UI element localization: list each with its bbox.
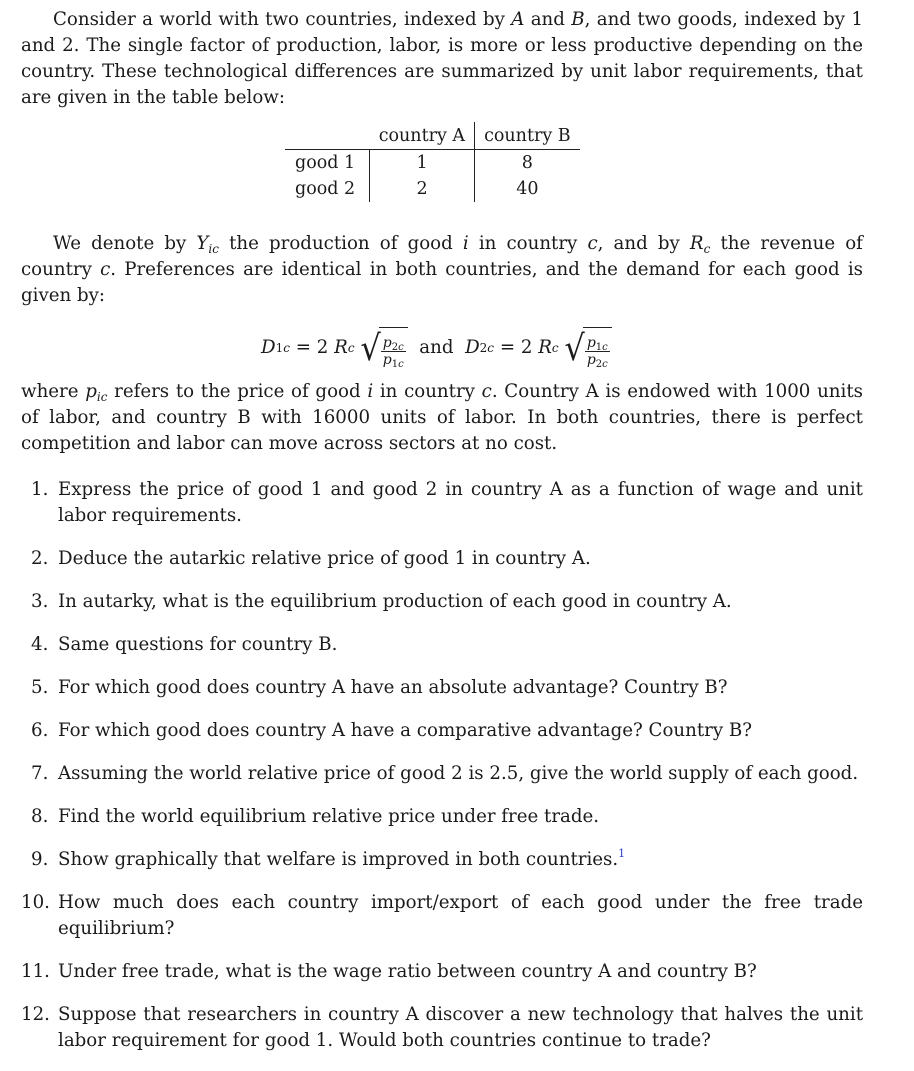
row-label: good 1 (285, 150, 370, 177)
table-header-row (285, 122, 580, 150)
list-item: 1. Express the price of good 1 and good 2 in country A as a function of wage and unit labor requirements. (31, 479, 863, 526)
list-item: 10. How much does each country import/export of each good under the free trade equilibrium? (21, 892, 863, 939)
notation-paragraph: We denote by $Y_{ic}$ the production of good i in country c, and by $R_c$ the revenue of country c. Preferences are identical in both countries, and the demand for each good is given by: (21, 233, 863, 306)
list-item: 4. Same questions for country B. (31, 634, 338, 655)
cell-good2-country-b: 40 (516, 179, 539, 199)
demand-equation: D 1c = 2 R c √ $\frac{p_{2c}}{p_{1c}}$ and D 2c = 2 R c √ $\frac{p_{1c}}{p_{2c}}$ (21, 313, 863, 379)
list-item: 5. For which good does country A have an absolute advantage? Country B? (31, 677, 728, 698)
equation-connector: and (419, 336, 454, 358)
table-row (285, 150, 580, 177)
endowment-paragraph: where $p_{ic}$ refers to the price of good i in country c. Country A is endowed with 1000 units of labor, and country B with 16000 units of labor. In both countries, there is perfect competition and labor can move across sectors at no cost. (21, 381, 863, 454)
list-item: 7. Assuming the world relative price of good 2 is 2.5, give the world supply of each good. (31, 763, 859, 784)
labor-requirements-table-wrapper (21, 111, 863, 231)
labor-requirements-table (285, 122, 580, 202)
column-header-country-a: country A (370, 122, 475, 150)
problem-document (21, 7, 863, 1071)
cell-good1-country-a: 1 (370, 150, 475, 177)
table-row (285, 176, 580, 202)
sqrt-symbol: √ $\frac{p_{1c}}{p_{2c}}$ (564, 327, 611, 368)
list-item: 3. In autarky, what is the equilibrium production of each good in country A. (31, 591, 732, 612)
list-item: 11. Under free trade, what is the wage ratio between country A and country B? (21, 961, 757, 982)
list-item: 6. For which good does country A have a comparative advantage? Country B? (31, 720, 753, 741)
list-item: 2. Deduce the autarkic relative price of good 1 in country A. (31, 548, 591, 569)
cell-good2-country-a: 2 (370, 176, 475, 202)
list-item: 8. Find the world equilibrium relative price under free trade. (31, 806, 600, 827)
list-item: 12. Suppose that researchers in country A discover a new technology that halves the unit labor requirement for good 1. Would both countries continue to trade? (21, 1004, 863, 1051)
footnote-link[interactable]: 1 (618, 847, 626, 860)
cell-good1-country-b: 8 (521, 153, 533, 173)
sqrt-symbol: √ $\frac{p_{2c}}{p_{1c}}$ (360, 327, 407, 368)
column-header-country-b: country B (475, 122, 580, 150)
row-label: good 2 (285, 176, 370, 202)
intro-paragraph: Consider a world with two countries, indexed by A and B, and two goods, indexed by 1 and 2. The single factor of production, labor, is more or less productive depending on the country. These technological differences are summarized by unit labor requirements, that are given in the table below: (21, 9, 863, 108)
question-list (21, 477, 863, 1054)
table-corner-cell (285, 122, 370, 150)
list-item: 9. Show graphically that welfare is improved in both countries.$^1$ (31, 847, 626, 870)
